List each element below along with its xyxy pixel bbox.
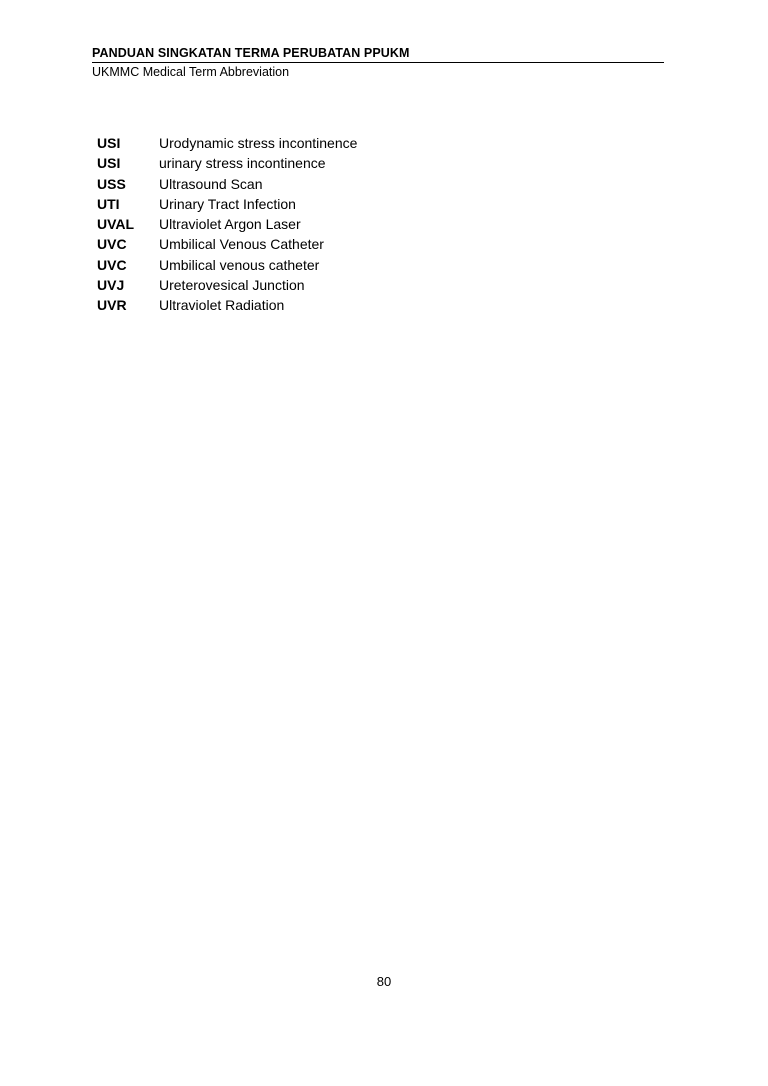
abbreviation-entry: [97, 275, 617, 295]
term-definition: Ultraviolet Radiation: [159, 297, 285, 314]
term-definition: urinary stress incontinence: [159, 155, 326, 172]
abbreviation-entry: [97, 133, 617, 153]
term-definition: Umbilical venous catheter: [159, 256, 320, 273]
term-definition: Urodynamic stress incontinence: [159, 135, 358, 151]
abbreviation-entry: [97, 234, 617, 254]
abbreviation-entry: [97, 295, 617, 315]
abbreviation-entry: [97, 153, 617, 173]
term-definition: Ureterovesical Junction: [159, 277, 305, 294]
abbreviation: UVC: [97, 236, 127, 253]
abbreviation-list: [97, 133, 617, 316]
term-definition: Ultraviolet Argon Laser: [159, 216, 301, 233]
abbreviation: USI: [97, 155, 121, 172]
abbreviation-entry: [97, 214, 617, 234]
term-definition: Umbilical Venous Catheter: [159, 236, 324, 253]
abbreviation-entry: [97, 174, 617, 194]
document-title: PANDUAN SINGKATAN TERMA PERUBATAN PPUKM: [92, 46, 410, 60]
term-definition: Urinary Tract Infection: [159, 195, 296, 212]
abbreviation: UVJ: [97, 277, 125, 294]
abbreviation-entry: [97, 255, 617, 275]
abbreviation-entry: [97, 194, 617, 214]
abbreviation: USS: [97, 175, 126, 192]
document-subtitle: UKMMC Medical Term Abbreviation: [92, 65, 290, 79]
term-definition: Ultrasound Scan: [159, 175, 263, 192]
abbreviation: USI: [97, 135, 121, 151]
abbreviation: UVAL: [97, 216, 135, 233]
abbreviation: UVC: [97, 256, 127, 273]
page-header: [92, 44, 664, 81]
abbreviation: UVR: [97, 297, 127, 314]
abbreviation: UTI: [97, 195, 120, 212]
page-number: 80: [376, 974, 392, 989]
